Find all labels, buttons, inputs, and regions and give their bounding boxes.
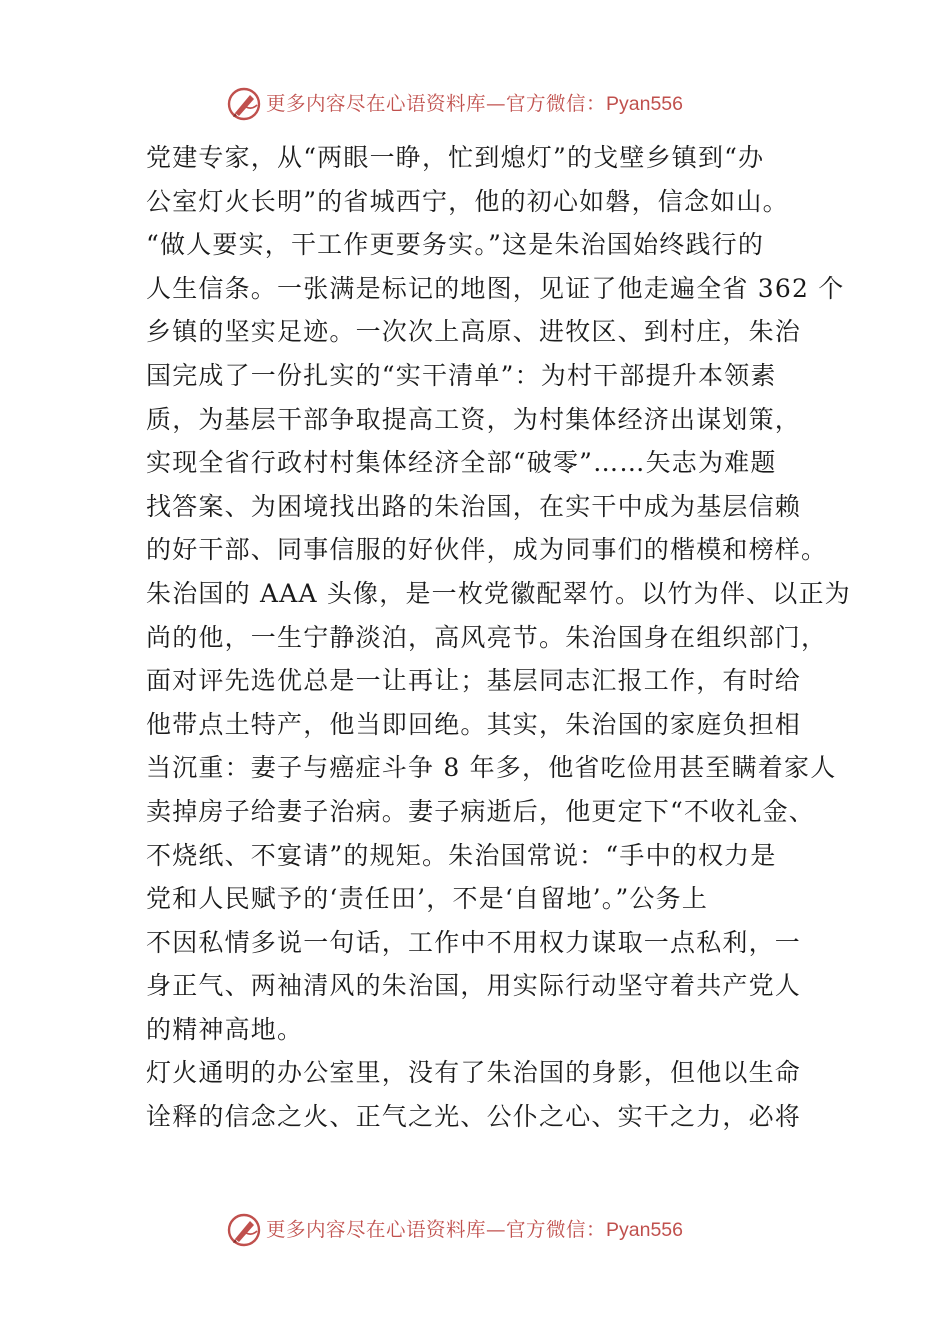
text-line: 诠释的信念之火、正气之光、公仆之心、实干之力，必将 (146, 1102, 802, 1132)
text-line: 灯火通明的办公室里，没有了朱治国的身影，但他以生命 (146, 1058, 802, 1088)
footer-banner-wechat-id: Pyan556 (606, 1218, 683, 1241)
text-line: 当沉重：妻子与癌症斗争 8 年多，他省吃俭用甚至瞒着家人 (146, 753, 837, 783)
header-banner-wechat-id: Pyan556 (606, 92, 683, 115)
text-line: 的精神高地。 (146, 1014, 304, 1044)
text-line: 国完成了一份扎实的“实干清单”：为村干部提升本领素 (146, 360, 777, 390)
text-line: 不因私情多说一句话，工作中不用权力谋取一点私利，一 (146, 927, 802, 957)
pen-logo-icon (226, 1212, 262, 1248)
text-line: 朱治国的 AAA 头像，是一枚党徽配翠竹。以竹为伴、以正为 (146, 578, 851, 608)
footer-banner (226, 1210, 746, 1250)
text-line: 身正气、两袖清风的朱治国，用实际行动坚守着共产党人 (146, 971, 802, 1001)
text-line: 公室灯火长明”的省城西宁，他的初心如磐，信念如山。 (146, 186, 789, 216)
text-line: 面对评先选优总是一让再让；基层同志汇报工作，有时给 (146, 666, 802, 696)
pen-logo-icon (226, 86, 262, 122)
text-line: 尚的他，一生宁静淡泊，高风亮节。朱治国身在组织部门， (146, 622, 828, 652)
text-line: 的好干部、同事信服的好伙伴，成为同事们的楷模和榜样。 (146, 535, 828, 565)
header-banner-cn: 更多内容尽在心语资料库—官方微信： (266, 91, 607, 115)
text-line: 他带点土特产，他当即回绝。其实，朱治国的家庭负担相 (146, 709, 802, 739)
text-line: 不烧纸、不宴请”的规矩。朱治国常说：“手中的权力是 (146, 840, 777, 870)
text-line: 党建专家，从“两眼一睁，忙到熄灯”的戈壁乡镇到“办 (146, 143, 765, 172)
text-line: 乡镇的坚实足迹。一次次上高原、进牧区、到村庄，朱治 (146, 317, 802, 347)
footer-banner-text (266, 1217, 683, 1241)
text-line: 人生信条。一张满是标记的地图，见证了他走遍全省 362 个 (146, 273, 845, 303)
text-line: 找答案、为困境找出路的朱治国，在实干中成为基层信赖 (146, 491, 802, 521)
text-line: 实现全省行政村村集体经济全部“破零”……矢志为难题 (146, 448, 777, 478)
text-line: 质，为基层干部争取提高工资，为村集体经济出谋划策， (146, 404, 802, 434)
header-banner (226, 84, 746, 124)
footer-banner-cn: 更多内容尽在心语资料库—官方微信： (266, 1217, 607, 1241)
article-body (146, 136, 851, 1139)
header-banner-text (266, 91, 683, 115)
text-line: 党和人民赋予的‘责任田’，不是‘自留地’。”公务上 (146, 884, 709, 914)
text-line: 卖掉房子给妻子治病。妻子病逝后，他更定下“不收礼金、 (146, 796, 815, 826)
text-line: “做人要实，干工作更要务实。”这是朱治国始终践行的 (146, 230, 765, 260)
